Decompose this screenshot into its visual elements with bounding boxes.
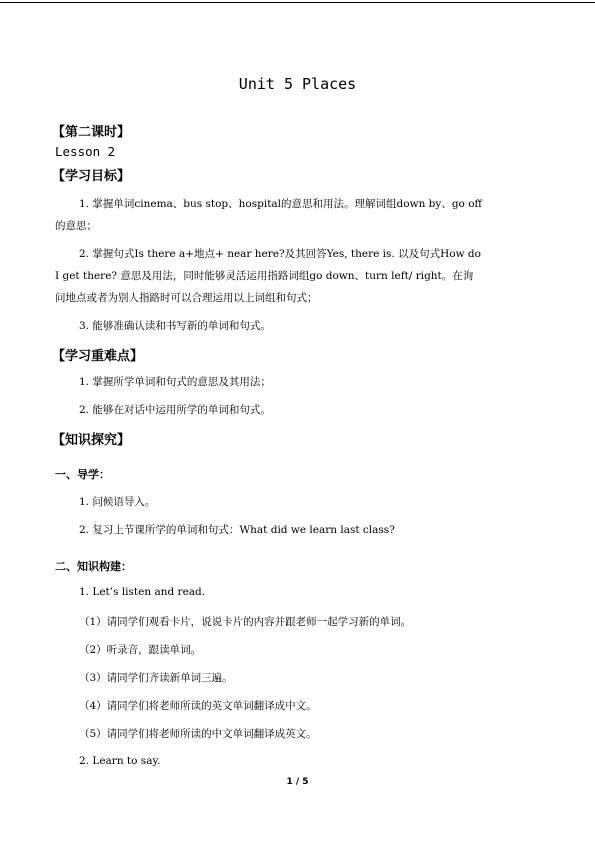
section-2-sub-4: （4）请同学们将老师所读的英文单词翻译成中文。 [79, 700, 317, 712]
lesson-label: Lesson 2 [55, 144, 116, 159]
section-2-item-1: 1. Let’s listen and read. [79, 586, 206, 598]
section-1-heading: 一、导学： [55, 468, 110, 481]
section-2-heading: 二、知识构建： [55, 560, 132, 573]
top-border-line [0, 2, 595, 3]
page-title: Unit 5 Places [238, 75, 357, 93]
period-heading: 【第二课时】 [52, 125, 131, 140]
section-2-sub-5: （5）请同学们将老师所读的中文单词翻译成英文。 [79, 728, 317, 740]
section-2-item-2: 2. Learn to say. [79, 755, 161, 767]
explore-heading: 【知识探究】 [52, 433, 131, 448]
goal-item-1-line-1: 1. 掌握单词cinema、bus stop、hospital的意思和用法。理解词组down by、go off [79, 198, 482, 210]
section-2-sub-3: （3）请同学们齐读新单词三遍。 [79, 672, 233, 684]
page-number: 1 / 5 [286, 777, 309, 787]
section-2-sub-2: （2）听录音，跟读单词。 [79, 644, 202, 656]
section-1-item-1: 1. 问候语导入。 [79, 496, 156, 508]
goal-item-2-line-1: 2. 掌握句式Is there a+地点+ near here?及其回答Yes, there is. 以及句式How do [79, 248, 481, 260]
goals-heading: 【学习目标】 [52, 169, 131, 184]
goal-item-3: 3. 能够准确认读和书写新的单词和句式。 [79, 320, 271, 332]
key-point-item-2: 2. 能够在对话中运用所学的单词和句式。 [79, 404, 271, 416]
key-points-heading: 【学习重难点】 [52, 349, 144, 364]
goal-item-1-line-2: 的意思； [55, 220, 97, 232]
goal-item-2-line-3: 问地点或者为别人指路时可以合理运用以上词组和句式； [55, 292, 318, 304]
key-point-item-1: 1. 掌握所学单词和句式的意思及其用法； [79, 376, 271, 388]
section-1-item-2: 2. 复习上节课所学的单词和句式：What did we learn last class? [79, 524, 395, 536]
goal-item-2-line-2: I get there? 意思及用法，同时能够灵活运用指路词组go down、turn left/ right。在询 [55, 270, 474, 282]
section-2-sub-1: （1）请同学们观看卡片，说说卡片的内容并跟老师一起学习新的单词。 [79, 616, 412, 628]
